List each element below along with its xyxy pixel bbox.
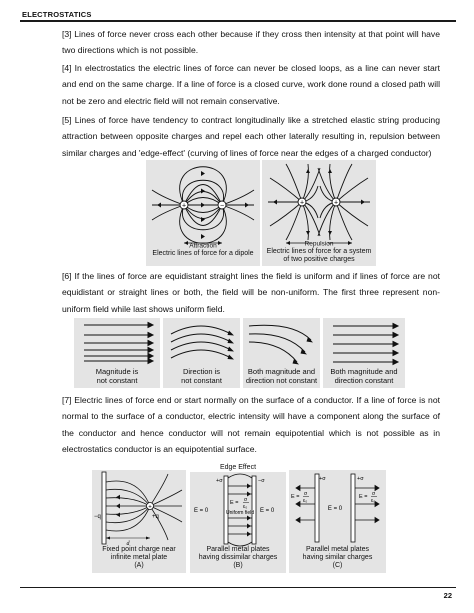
field-caption-3-line1: Both magnitude and: [247, 367, 316, 376]
sigma-right-label: −σ: [258, 478, 265, 484]
field-caption-4-line1: Both magnitude and: [330, 367, 398, 376]
chapter-header: ELECTROSTATICS: [22, 10, 92, 19]
metal-plate: [102, 472, 106, 544]
svg-text:+: +: [148, 504, 152, 511]
left-plate: [315, 474, 319, 542]
e-right-label: E =: [359, 494, 368, 500]
field-caption-1-line1: Magnitude is: [95, 367, 139, 376]
figure-conductor-dissimilar-plates: [190, 464, 286, 573]
e-left-label: E =: [291, 494, 300, 500]
e-outside-left-label: E = 0: [194, 508, 209, 514]
conductor-c-caption-line2: having similar charges: [302, 554, 373, 561]
distance-label: d: [126, 541, 130, 546]
figure-field-both-varying: [243, 318, 320, 388]
image-charge-label: −q: [94, 514, 101, 520]
field-direction-varying-diagram: [163, 318, 240, 366]
sigma-2-label: +σ: [357, 476, 364, 482]
figure-conductor-point-charge: [92, 470, 186, 573]
repulsion-caption-line2: of two positive charges: [283, 256, 355, 263]
charge-negative-label: −: [219, 202, 225, 210]
charge-positive-label: +: [333, 199, 339, 207]
dipole-caption: Electric lines of force for a dipole: [152, 250, 254, 257]
figure-field-magnitude-varying: [74, 318, 160, 388]
dissimilar-plates-diagram: [190, 472, 286, 550]
repulsion-label: Repulsion: [304, 240, 334, 248]
conductor-a-caption-line1: Fixed point charge near: [102, 546, 176, 553]
conductor-a-tag: (A): [134, 562, 144, 569]
paragraph-4: [4] In electrostatics the electric lines of force can never be closed loops, as a line can never start and end on the same charge. If a line of force is a closed curve, work done round a closed path will not be zero and electric field will not remain conservative.: [62, 63, 440, 106]
figure-dipole-repulsion: [262, 160, 376, 266]
charge-label: +q: [152, 514, 159, 520]
uniform-field-label: Uniform field: [225, 510, 255, 516]
footer-rule: [20, 587, 456, 588]
similar-plates-diagram: [289, 470, 386, 548]
header-rule: [20, 20, 456, 22]
paragraph-6: [6] If the lines of force are equidistant straight lines the field is uniform and if lines of force are not equidistant or straight lines or both, the field will be non-uniform. The first three represent non-uniform field while last shows uniform field.: [62, 271, 440, 314]
conductor-b-caption-line1: Parallel metal plates: [206, 546, 270, 553]
conductor-c-caption-line1: Parallel metal plates: [305, 546, 370, 553]
page-number: 22: [443, 591, 452, 600]
field-both-varying-diagram: [243, 318, 320, 366]
figure-dipole-attraction: [146, 160, 260, 266]
figure-field-direction-varying: [163, 318, 240, 388]
repulsion-caption-line1: Electric lines of force for a system: [266, 248, 372, 255]
conductor-c-tag: (C): [332, 562, 343, 569]
e-inside-numerator: σ: [244, 497, 248, 503]
conductor-b-caption-line2: having dissimilar charges: [198, 554, 278, 561]
e-right-numerator: σ: [372, 491, 376, 497]
field-caption-2-line1: Direction is: [182, 367, 221, 376]
e-outside-right-label: E = 0: [260, 508, 275, 514]
field-caption-2-line2: not constant: [181, 376, 222, 385]
field-caption-1-line2: not constant: [96, 376, 138, 385]
right-plate: [351, 474, 355, 542]
charge-positive-label: +: [181, 202, 187, 210]
e-right-denominator: ε₀: [371, 498, 376, 504]
e-left-denominator: ε₀: [303, 498, 308, 504]
e-middle-label: E = 0: [327, 506, 343, 512]
charge-positive-label: +: [299, 199, 305, 207]
attraction-label: Attraction: [189, 242, 217, 250]
e-left-numerator: σ: [304, 491, 308, 497]
sigma-left-label: +σ: [216, 478, 223, 484]
point-charge-plate-diagram: [92, 470, 186, 546]
figure-field-uniform: [323, 318, 405, 388]
paragraph-3: [3] Lines of force never cross each other because if they cross then intensity at that point will have two directions which is not possible.: [62, 29, 440, 56]
field-caption-4-line2: direction constant: [334, 376, 394, 385]
sigma-1-label: +σ: [319, 476, 326, 482]
field-caption-3-line2: direction not constant: [245, 376, 318, 385]
conductor-b-tag: (B): [233, 562, 243, 569]
paragraph-7: [7] Electric lines of force end or start normally on the surface of a conductor. If a line of force is not normal to the surface of a conductor, electric intensity will have a component along the surface of the conductor and hence conductor will not remain equipotential which is not possible as in electrostatics conductor is an equipotential surface.: [62, 395, 440, 454]
paragraph-5: [5] Lines of force have tendency to contract longitudinally like a stretched elastic string producing attraction between opposite charges and repel each other laterally resulting in, repulsion between similar charges and 'edge-effect' (curving of lines of force near the edges of a charged conductor): [62, 115, 440, 158]
field-uniform-diagram: [323, 318, 405, 366]
e-inside-denominator: ε₀: [243, 504, 248, 510]
conductor-a-caption-line2: infinite metal plate: [110, 554, 168, 561]
field-magnitude-varying-diagram: [74, 318, 160, 366]
edge-effect-label: Edge Effect: [190, 464, 286, 472]
e-inside-label: E =: [230, 500, 239, 506]
figure-conductor-similar-plates: [289, 470, 386, 573]
